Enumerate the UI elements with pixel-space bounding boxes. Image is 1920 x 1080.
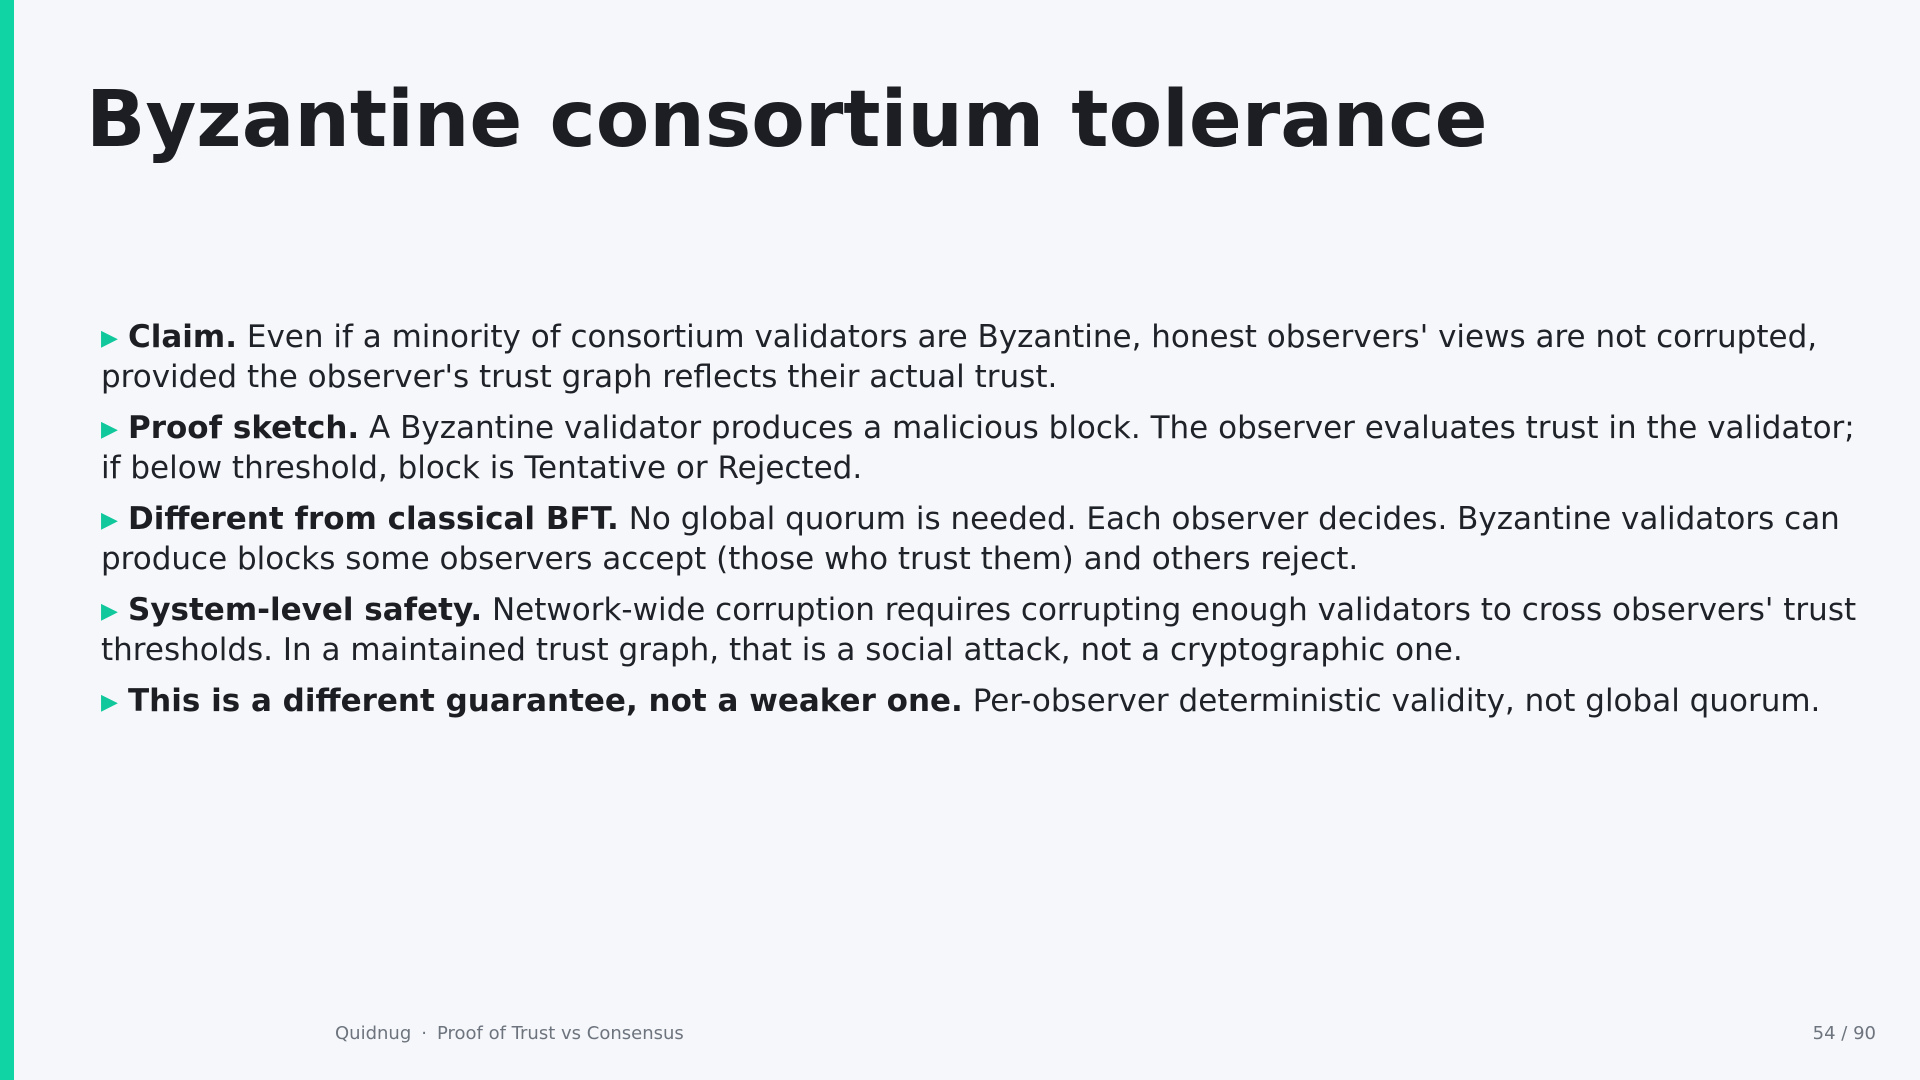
triangle-right-icon: ▶ xyxy=(101,690,118,715)
footer-brand: Quidnug xyxy=(335,1023,412,1044)
footer xyxy=(335,1023,684,1044)
triangle-right-icon: ▶ xyxy=(101,508,118,533)
bullet-lead: This is a different guarantee, not a weaker one. xyxy=(128,683,963,719)
triangle-right-icon: ▶ xyxy=(101,599,118,624)
bullet-item xyxy=(101,500,1861,579)
accent-bar xyxy=(0,0,14,1080)
bullet-lead: Claim. xyxy=(128,319,237,355)
bullet-list xyxy=(101,318,1861,734)
bullet-text: Network-wide corruption requires corrupting enough validators to cross observers' trust thresholds. In a maintained trust graph, that is a social attack, not a cryptographic one. xyxy=(101,592,1857,668)
bullet-text: No global quorum is needed. Each observer decides. Byzantine validators can produce blocks some observers accept (those who trust them) and others reject. xyxy=(101,501,1840,577)
bullet-item xyxy=(101,682,1861,722)
bullet-item xyxy=(101,409,1861,488)
bullet-text: Even if a minority of consortium validators are Byzantine, honest observers' views are not corrupted, provided the observer's trust graph reflects their actual trust. xyxy=(101,319,1818,395)
bullet-item xyxy=(101,318,1861,397)
bullet-text: A Byzantine validator produces a malicious block. The observer evaluates trust in the validator; if below threshold, block is Tentative or Rejected. xyxy=(101,410,1855,486)
bullet-lead: System-level safety. xyxy=(128,592,483,628)
triangle-right-icon: ▶ xyxy=(101,326,118,351)
bullet-text: Per-observer deterministic validity, not global quorum. xyxy=(962,683,1821,719)
footer-deck-title: Proof of Trust vs Consensus xyxy=(436,1023,684,1044)
footer-separator: · xyxy=(421,1023,427,1044)
bullet-lead: Proof sketch. xyxy=(128,410,360,446)
bullet-item xyxy=(101,591,1861,670)
page-number: 54 / 90 xyxy=(1812,1023,1876,1044)
triangle-right-icon: ▶ xyxy=(101,417,118,442)
slide-title: Byzantine consortium tolerance xyxy=(86,75,1488,165)
bullet-lead: Different from classical BFT. xyxy=(128,501,619,537)
